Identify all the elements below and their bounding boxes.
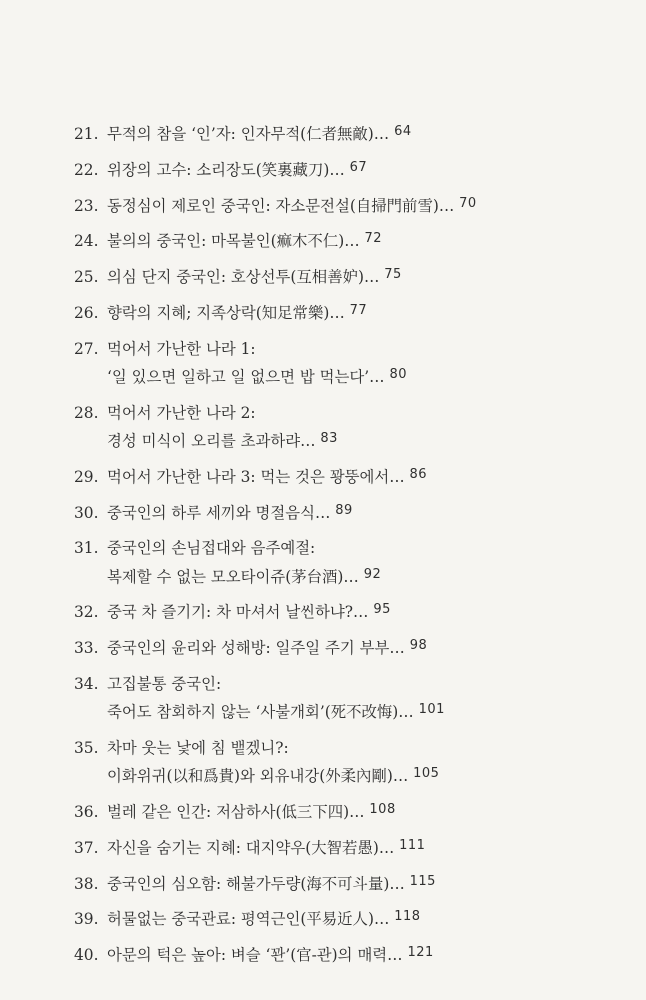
toc-entry-continuation: [74, 762, 634, 792]
entry-number: 26.: [74, 303, 99, 322]
toc-entry-line: [74, 263, 634, 293]
toc-entry: [74, 156, 634, 186]
toc-entry-continuation: [74, 363, 634, 393]
page-number: 108: [369, 801, 396, 817]
page-number: 118: [394, 909, 421, 925]
toc-entry: [74, 734, 634, 792]
toc-entry: [74, 634, 634, 664]
entry-title: 중국 차 즐기기: 차 마셔서 날씬하냐?…: [107, 603, 369, 622]
entry-title: 의심 단지 중국인: 호상선투(互相善妒)…: [107, 268, 380, 287]
entry-number: 33.: [74, 639, 99, 658]
toc-entry-continuation: [74, 563, 634, 593]
toc-entry-line: [74, 905, 634, 935]
toc-entry-continuation: [74, 427, 634, 457]
entry-title: 동정심이 제로인 중국인: 자소문전설(自掃門前雪)…: [107, 196, 455, 215]
toc-entry: [74, 534, 634, 592]
toc-entry-line: [74, 227, 634, 257]
page-number: 121: [407, 945, 434, 961]
toc-entry: [74, 463, 634, 493]
entry-title: 벌레 같은 인간: 저삼하사(低三下四)…: [107, 802, 365, 821]
entry-number: 22.: [74, 160, 99, 179]
page-number: 83: [320, 430, 338, 446]
toc-entry: [74, 598, 634, 628]
page-number: 77: [349, 302, 368, 318]
page-number: 101: [418, 702, 445, 718]
toc-entry-line: [74, 299, 634, 329]
toc-entry: [74, 263, 634, 293]
entry-number: 27.: [74, 339, 99, 358]
entry-title: ‘일 있으면 일하고 일 없으면 밥 먹는다’…: [107, 367, 385, 386]
toc-entry: [74, 834, 634, 864]
page-number: 89: [335, 502, 353, 518]
entry-title: 불의의 중국인: 마목불인(痲木不仁)…: [107, 232, 360, 251]
toc-entry-line: [74, 120, 634, 150]
entry-title: 먹어서 가난한 나라 3: 먹는 것은 꽝뚱에서…: [107, 467, 405, 486]
page-number: 98: [409, 638, 428, 654]
table-of-contents: [74, 120, 634, 977]
page-number: 75: [384, 267, 402, 283]
toc-entry-line: [74, 834, 634, 864]
entry-number: 23.: [74, 196, 99, 215]
page-number: 86: [409, 466, 428, 482]
toc-entry-line: [74, 870, 634, 900]
entry-number: 25.: [74, 268, 99, 287]
toc-entry: [74, 670, 634, 728]
entry-title: 중국인의 하루 세끼와 명절음식…: [107, 503, 331, 522]
page-number: 115: [409, 873, 436, 889]
entry-title: 향락의 지혜; 지족상락(知足常樂)…: [107, 303, 345, 322]
page-number: 64: [394, 124, 412, 139]
entry-number: 30.: [74, 503, 99, 522]
toc-entry-line: [74, 534, 634, 562]
entry-title: 허물없는 중국관료: 평역근인(平易近人)…: [107, 910, 390, 929]
entry-title: 먹어서 가난한 나라 1:: [107, 339, 256, 358]
toc-entry-line: [74, 598, 634, 628]
toc-entry: [74, 227, 634, 257]
entry-number: 31.: [74, 539, 99, 558]
entry-title: 고집불통 중국인:: [107, 674, 222, 693]
page-number: 72: [364, 231, 383, 247]
page-number: 95: [373, 602, 391, 618]
toc-entry-continuation: [74, 698, 634, 728]
toc-entry-line: [74, 734, 634, 762]
toc-entry-line: [74, 399, 634, 427]
entry-title: 중국인의 윤리와 성해방: 일주일 주기 부부…: [107, 639, 405, 658]
entry-number: 29.: [74, 467, 99, 486]
entry-title: 위장의 고수: 소리장도(笑裏藏刀)…: [107, 160, 345, 179]
page-number: 105: [413, 766, 440, 782]
toc-entry-line: [74, 192, 634, 222]
toc-entry: [74, 905, 634, 935]
toc-entry-line: [74, 463, 634, 493]
toc-entry-line: [74, 670, 634, 698]
toc-entry-line: [74, 941, 634, 971]
entry-title: 아문의 턱은 높아: 벼슬 ‘꽌’(官-관)의 매력…: [107, 946, 403, 965]
toc-entry: [74, 399, 634, 457]
entry-number: 37.: [74, 838, 99, 857]
entry-title: 차마 웃는 낯에 침 뱉겠니?:: [107, 738, 289, 757]
entry-number: 21.: [74, 125, 99, 143]
toc-entry-line: [74, 634, 634, 664]
toc-entry: [74, 120, 634, 150]
entry-title: 죽어도 참회하지 않는 ‘사불개회’(死不改悔)…: [107, 703, 414, 722]
toc-entry-line: [74, 335, 634, 363]
page-number: 92: [363, 566, 382, 582]
toc-entry: [74, 335, 634, 393]
entry-number: 28.: [74, 403, 99, 422]
toc-entry: [74, 798, 634, 828]
entry-title: 중국인의 심오함: 해불가두량(海不可斗量)…: [107, 874, 405, 893]
page-number: 67: [349, 159, 368, 175]
toc-entry-line: [74, 798, 634, 828]
toc-entry: [74, 870, 634, 900]
entry-number: 40.: [74, 946, 99, 965]
entry-number: 24.: [74, 232, 99, 251]
entry-title: 경성 미식이 오리를 초과하랴…: [107, 431, 316, 450]
entry-number: 34.: [74, 674, 99, 693]
entry-number: 36.: [74, 802, 99, 821]
toc-entry: [74, 499, 634, 529]
entry-title: 복제할 수 없는 모오타이쥬(茅台酒)…: [107, 567, 359, 586]
toc-entry: [74, 941, 634, 971]
entry-title: 먹어서 가난한 나라 2:: [107, 403, 256, 422]
entry-title: 이화위귀(以和爲貴)와 외유내강(外柔內剛)…: [107, 767, 409, 786]
entry-number: 39.: [74, 910, 99, 929]
entry-title: 중국인의 손님접대와 음주예절:: [107, 539, 316, 558]
entry-number: 32.: [74, 603, 99, 622]
entry-title: 자신을 숨기는 지혜: 대지약우(大智若愚)…: [107, 838, 395, 857]
toc-entry: [74, 299, 634, 329]
entry-title: 무적의 참을 ‘인’자: 인자무적(仁者無敵)…: [107, 125, 390, 143]
page-number: 70: [459, 195, 477, 211]
toc-entry: [74, 192, 634, 222]
page-number: 111: [399, 837, 426, 853]
entry-number: 35.: [74, 738, 99, 757]
entry-number: 38.: [74, 874, 99, 893]
page-number: 80: [389, 366, 407, 382]
toc-entry-line: [74, 499, 634, 529]
toc-entry-line: [74, 156, 634, 186]
